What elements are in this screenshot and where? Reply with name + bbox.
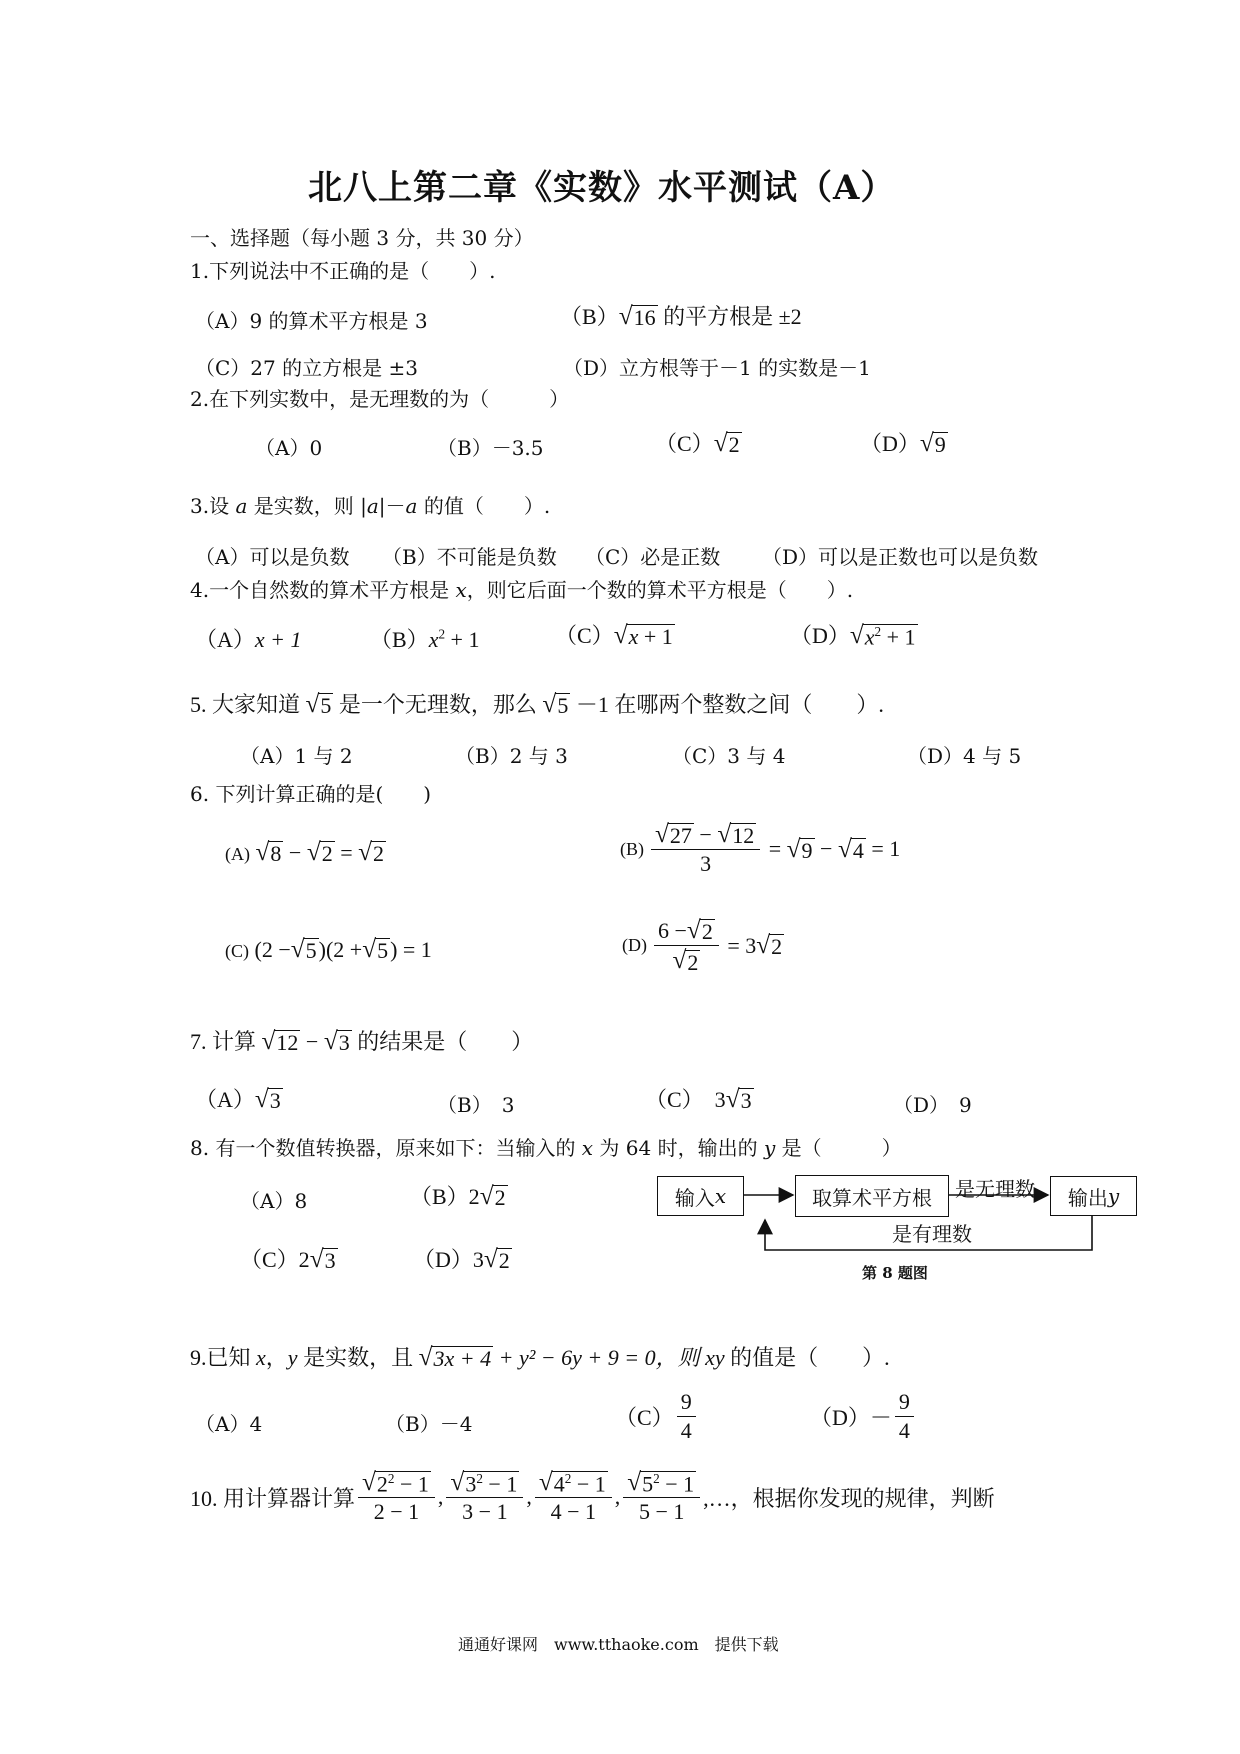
q4-option-c: （C） √ x + 1	[555, 621, 673, 650]
q4-option-a: （A）x + 1	[195, 627, 302, 652]
q10-frac-2: √ $3^2 - 1$ 3 − 1	[446, 1470, 523, 1524]
q6-option-b: (B) √ 27 − √ 12 3 = √ 9 − √ 4 = 1	[620, 820, 901, 877]
q9-option-d: （D）－ $\frac{9}{4}$	[810, 1390, 917, 1443]
diagram-caption: 第 8 题图	[862, 1264, 928, 1282]
q1-option-a: （A）9 的算术平方根是 3	[195, 309, 428, 333]
q5-option-c: （C）3 与 4	[672, 744, 786, 768]
q2-option-b: （B）－3.5	[437, 436, 544, 460]
q6-option-d: (D) 6 − √ 2 √ 2 = 3 √ 2	[622, 916, 783, 975]
q8-stem: 8. 有一个数值转换器，原来如下：当输入的 x 为 64 时，输出的 y 是（ ）	[190, 1136, 902, 1160]
q1-option-d: （D）立方根等于－1 的实数是－1	[563, 356, 871, 380]
q2-stem: 2.在下列实数中，是无理数的为（ ）	[190, 387, 570, 411]
q8-option-a: （A）8	[240, 1189, 308, 1213]
q8-option-d: （D）3 √ 2	[413, 1245, 510, 1274]
q7-option-a: （A） √ 3	[195, 1085, 281, 1114]
q8-option-c: （C）2 √ 3	[240, 1245, 336, 1274]
diagram-irrational-label: 是无理数	[955, 1177, 1035, 1201]
q10-frac-1: √ $2^2 - 1$ 2 − 1	[358, 1470, 435, 1524]
diagram-output-box: 输出 y	[1050, 1176, 1137, 1216]
q1-option-b-label: （B）	[560, 304, 619, 329]
q10-frac-3: √ $4^2 - 1$ 4 − 1	[535, 1470, 612, 1524]
q4-stem: 4.一个自然数的算术平方根是 x，则它后面一个数的算术平方根是（ ）.	[190, 578, 854, 602]
q7-option-d: （D） 9	[893, 1093, 972, 1117]
section-heading: 一、选择题（每小题 3 分，共 30 分）	[190, 226, 534, 250]
q2-option-d: （D） √ 9	[860, 429, 946, 458]
q3-option-b: （B）不可能是负数	[382, 545, 557, 569]
q7-option-b: （B） 3	[437, 1093, 515, 1117]
q6-option-a: (A) √ 8 − √ 2 = √ 2	[225, 838, 385, 867]
q1-option-b-text: 的平方根是 ±2	[657, 304, 802, 329]
q10-frac-4: √ $5^2 - 1$ 5 − 1	[623, 1470, 700, 1524]
page-title: 北八上第二章《实数》水平测试（A）	[308, 168, 896, 208]
q3-option-a: （A）可以是负数	[195, 545, 350, 569]
q5-option-a: （A）1 与 2	[240, 744, 353, 768]
diagram-input-box: 输入 x	[657, 1176, 744, 1216]
page-footer: 通通好课网 www.tthaoke.com 提供下载	[458, 1635, 779, 1654]
q2-option-c: （C） √ 2	[655, 429, 740, 458]
q9-option-c: （C） $\frac{9}{4}$	[615, 1390, 699, 1443]
q4-option-d: （D） √ $x^2 + 1$	[790, 621, 916, 650]
q7-stem: 7. 计算 √ 12 − √ 3 的结果是（ ）	[190, 1027, 534, 1056]
q5-option-b: （B）2 与 3	[455, 744, 568, 768]
q5-option-d: （D）4 与 5	[907, 744, 1022, 768]
q1-stem: 1.下列说法中不正确的是（ ）.	[190, 259, 496, 283]
q4-option-b: $(B)x^2 + 1$	[370, 626, 480, 652]
q1-option-c: （C）27 的立方根是 ±3	[195, 356, 418, 380]
diagram-rational-label: 是有理数	[892, 1222, 972, 1246]
q3-stem: 3.设 a 是实数，则 |a|－a 的值（ ）.	[190, 494, 551, 518]
q9-option-a: （A）4	[195, 1412, 263, 1436]
q7-option-c: （C） 3 √ 3	[645, 1085, 752, 1114]
q9-option-b: （B）－4	[385, 1412, 473, 1436]
q1-option-b	[560, 300, 802, 331]
q8-option-b: （B）2 √ 2	[410, 1182, 506, 1211]
q6-option-c: (C) (2 − √ 5 )(2 + √ 5 ) = 1	[225, 935, 432, 964]
q9-stem: 9.已知 x，y 是实数，且 √ 3x + 4 + y² − 6y + 9 = 0，则 xy 的值是（ ）.	[190, 1343, 890, 1372]
q3-option-d: （D）可以是正数也可以是负数	[762, 545, 1039, 569]
q1-option-b-radical: √ 16	[618, 302, 656, 331]
q2-option-a: （A）0	[255, 436, 323, 460]
q10-stem: 10. 用计算器计算 √ $2^2 - 1$ 2 − 1 , √ $3^2 - 1$ 3 − 1 , √ $4^2 - 1$ 4 − 1 , √ $5^2 - 1$ 5 − 1 ,…， 根据你发现的规律，判断	[190, 1468, 995, 1525]
diagram-process-box: 取算术平方根	[795, 1175, 949, 1217]
q3-option-c: （C）必是正数	[585, 545, 721, 569]
q5-stem: 5. 大家知道 √ 5 是一个无理数，那么 √ 5 －1 在哪两个整数之间（ ）.	[190, 690, 884, 719]
q6-stem: 6. 下列计算正确的是( )	[190, 782, 432, 806]
